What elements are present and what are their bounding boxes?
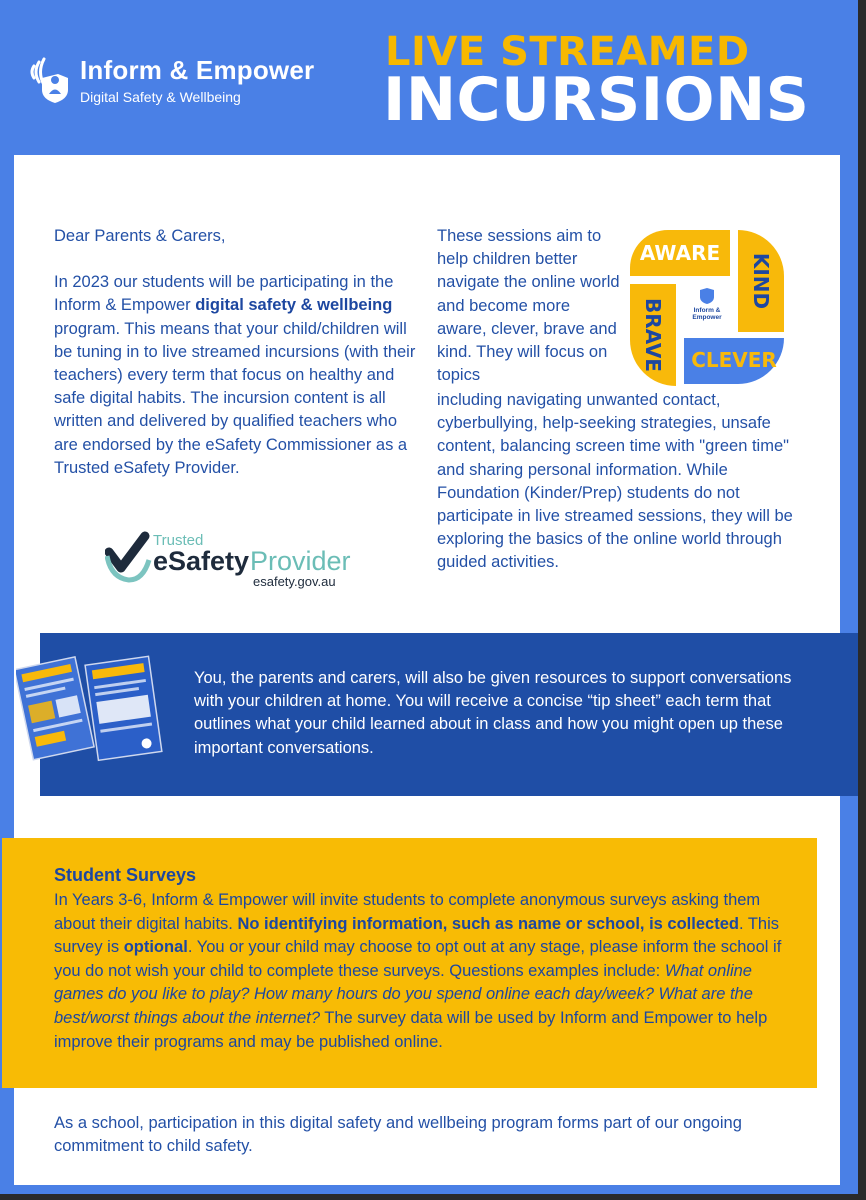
- survey-text-1: In Years 3-6, Inform & Empower will invite students to complete anonymous surveys asking them about their digital habits.: [54, 891, 761, 933]
- esafety-provider-logo: [105, 530, 355, 590]
- badge-center-line1: Inform &: [693, 307, 721, 314]
- greeting: Dear Parents & Carers,: [54, 227, 226, 245]
- brand-tagline: Digital Safety & Wellbeing: [80, 89, 241, 105]
- sessions-text-top: These sessions aim to help children better navigate the online world and become more aware, clever, brave and kind. They will focus on topics: [437, 227, 620, 385]
- checkmark-icon: [109, 536, 145, 568]
- student-surveys-title: Student Surveys: [54, 865, 197, 885]
- header-banner: [0, 0, 858, 155]
- survey-text-4: The survey data will be used by Inform and Empower to help improve their programs and may be published online.: [54, 1008, 768, 1051]
- esafety-small-label: Trusted: [153, 532, 204, 549]
- badge-clever: CLEVER: [691, 348, 777, 372]
- intro-text-1: In 2023 our students will be participating in the Inform & Empower: [54, 273, 394, 315]
- intro-column: [54, 225, 424, 503]
- esafety-label-b: Provider: [250, 546, 351, 576]
- inform-empower-logo-icon: [28, 56, 72, 104]
- survey-text-2: . This survey is: [54, 914, 780, 957]
- survey-bold-2: optional: [123, 938, 188, 957]
- badge-aware: AWARE: [639, 241, 721, 265]
- esafety-url: esafety.gov.au: [253, 574, 336, 589]
- badge-kind: KIND: [749, 252, 773, 310]
- survey-text-3: . You or your child may choose to opt out at any stage, please inform the school if you do not wish your child to complete these surveys. Questions examples include:: [54, 938, 782, 980]
- brand-name: Inform & Empower: [80, 55, 315, 85]
- esafety-label-a: eSafety: [153, 546, 250, 576]
- tip-sheet-leaflets-image: [16, 652, 166, 772]
- intro-text-2: program. This means that your child/children will be tuning in to live streamed incursions (with their teachers) every term that focus on healthy and safe digital habits. The incursion content is all written and delivered by qualified teachers who are endorsed by the eSafety Commissioner as a Trusted eSafety Provider.: [54, 319, 416, 477]
- title-line-2: INCURSIONS: [383, 65, 810, 135]
- intro-bold: digital safety & wellbeing: [195, 296, 393, 315]
- brand-logo: [28, 56, 314, 107]
- badge-center-line2: Empower: [692, 314, 722, 321]
- intro-paragraph: [54, 271, 424, 480]
- badge-brave: BRAVE: [641, 298, 665, 372]
- survey-bold-1: No identifying information, such as name or school, is collected: [237, 914, 739, 933]
- closing-statement: As a school, participation in this digital safety and wellbeing program forms part of our ongoing commitment to child safety.: [54, 1114, 742, 1156]
- student-surveys-body: [54, 889, 794, 1054]
- survey-question-examples: What online games do you like to play? How many hours do you spend online each day/week? What are the best/worst things about the internet?: [54, 961, 753, 1027]
- sessions-text-bottom: including navigating unwanted contact, cyberbullying, help-seeking strategies, unsafe content, balancing screen time with "green time" and sharing personal information. While Foundation (Kinder/Prep) students do not participate in live streamed sessions, they will be exploring the basics of the online world through guided activities.: [437, 391, 793, 572]
- parents-resources-text: You, the parents and carers, will also be given resources to support conversations with your children at home. You will receive a concise “tip sheet” each term that outlines what your child learned about in class and how you might open up these important conversations.: [194, 669, 792, 757]
- title-line-1: LIVE STREAMED: [385, 29, 750, 75]
- values-badge: [628, 228, 786, 386]
